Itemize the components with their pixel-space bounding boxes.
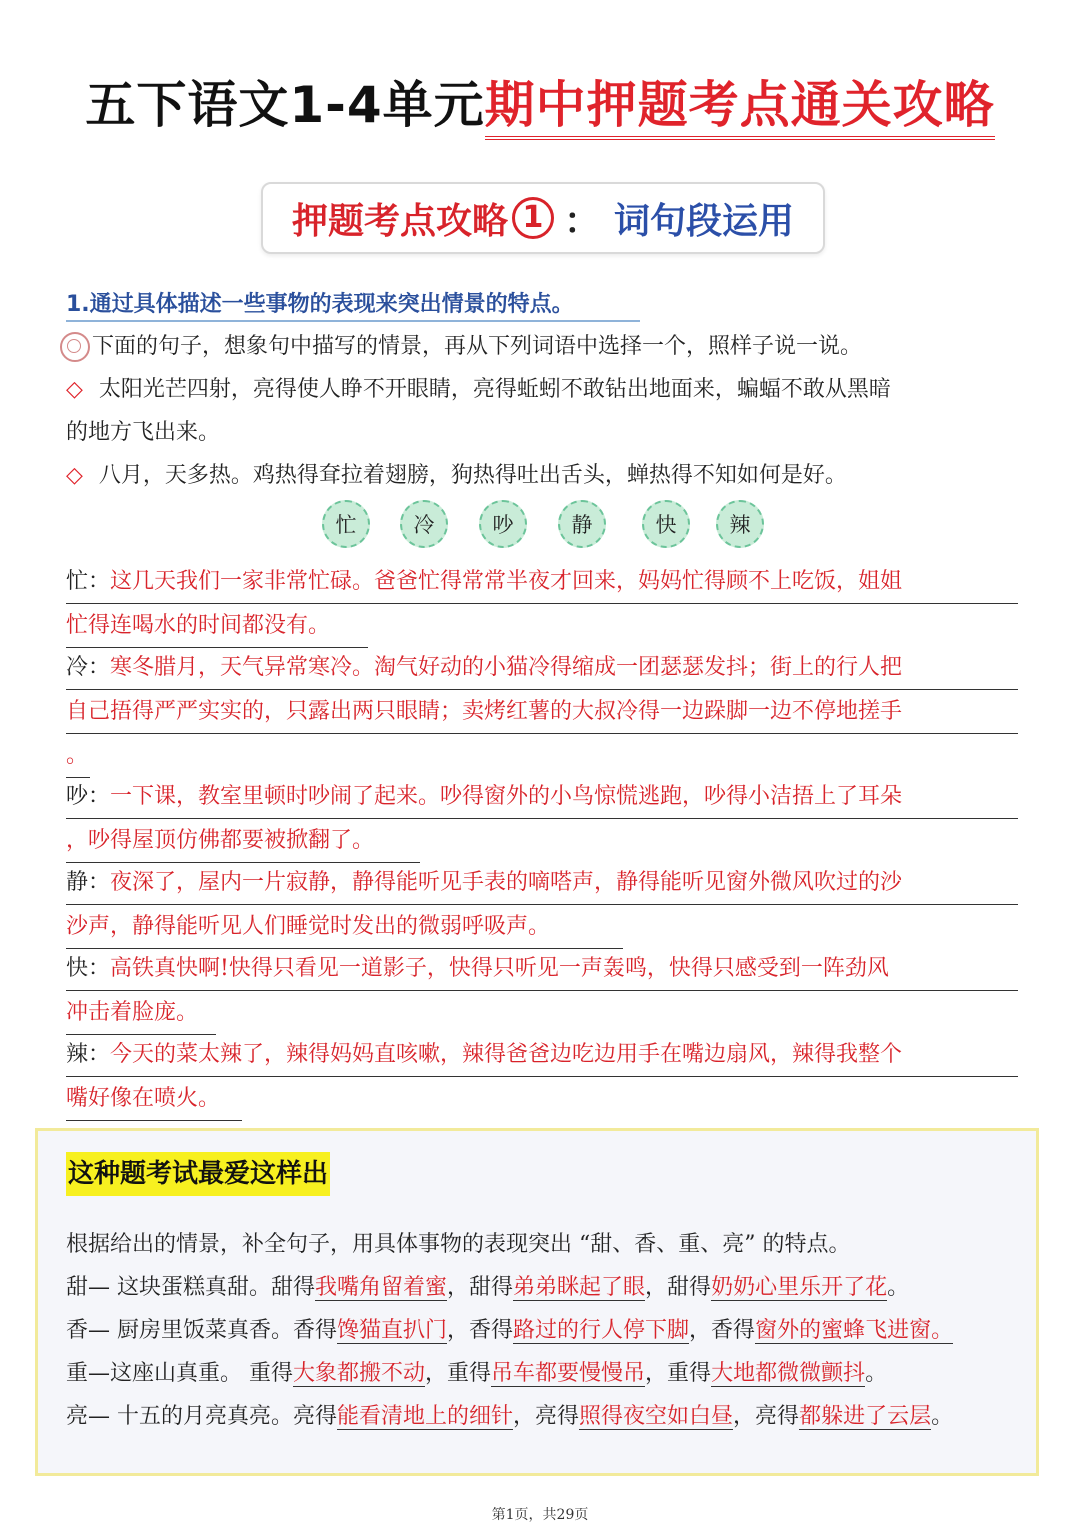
answer-line xyxy=(66,947,1018,991)
answer-line xyxy=(66,775,1018,819)
answer-block-kuai xyxy=(66,947,1018,1035)
answer-text: 。 xyxy=(66,743,89,768)
row-end: 。 xyxy=(887,1275,910,1300)
banner-left: 押题考点攻略 xyxy=(291,200,508,242)
row-mid: ，香得 xyxy=(689,1318,756,1343)
row-lead: 重—这座山真重。 重得 xyxy=(66,1361,293,1386)
section-banner xyxy=(261,182,825,254)
answer-line xyxy=(66,690,1018,734)
example-1-line-1 xyxy=(66,375,891,405)
row-mid: ，重得 xyxy=(645,1361,712,1386)
fill-answer: 照得夜空如白昼 xyxy=(579,1404,734,1429)
answer-block-jing xyxy=(66,861,1018,949)
answer-line xyxy=(66,560,1018,604)
row-mid: ，亮得 xyxy=(513,1404,580,1429)
banner-colon: ： xyxy=(563,200,600,242)
answer-block-leng xyxy=(66,646,1018,778)
answer-text: 自己捂得严严实实的，只露出两只眼睛；卖烤红薯的大叔冷得一边跺脚一边不停地搓手 xyxy=(66,699,903,724)
answer-block-chao xyxy=(66,775,1018,863)
fill-answer: 路过的行人停下脚 xyxy=(513,1318,690,1343)
example-1-text: 太阳光芒四射，亮得使人睁不开眼睛，亮得蚯蚓不敢钻出地面来，蝙蝠不敢从黑暗 xyxy=(98,377,891,402)
row-mid: ，甜得 xyxy=(645,1275,712,1300)
section-heading: 1.通过具体描述一些事物的表现来突出情景的特点。 xyxy=(66,287,640,322)
answer-key: 忙： xyxy=(66,569,111,594)
exam-row-liang xyxy=(66,1402,953,1432)
row-mid: ，亮得 xyxy=(733,1404,800,1429)
exam-box-header: 这种题考试最爱这样出 xyxy=(66,1152,330,1196)
answer-line xyxy=(66,819,420,863)
fill-answer: 大地都微微颤抖 xyxy=(711,1361,866,1386)
example-2-line xyxy=(66,461,847,491)
page-footer: 第1页，共29页 xyxy=(491,1507,589,1523)
example-1-line-2: 的地方飞出来。 xyxy=(66,420,221,445)
answer-text: 一下课，教室里顿时吵闹了起来。吵得窗外的小鸟惊慌逃跑，吵得小洁捂上了耳朵 xyxy=(110,784,903,809)
answer-text: 寒冬腊月，天气异常寒冷。淘气好动的小猫冷得缩成一团瑟瑟发抖；街上的行人把 xyxy=(110,655,903,680)
word-chips xyxy=(0,500,1080,552)
fill-answer: 大象都搬不动 xyxy=(293,1361,426,1386)
word-chip: 冷 xyxy=(400,500,448,548)
page-title xyxy=(0,70,1080,140)
diamond-icon: ◇ xyxy=(66,463,83,488)
instruction-text: 下面的句子，想象句中描写的情景，再从下列词语中选择一个，照样子说一说。 xyxy=(92,334,863,359)
exam-row-zhong xyxy=(66,1359,887,1389)
fill-answer: 窗外的蜜蜂飞进窗。 xyxy=(755,1318,954,1343)
answer-text: 今天的菜太辣了，辣得妈妈直咳嗽，辣得爸爸边吃边用手在嘴边扇风，辣得我整个 xyxy=(110,1042,903,1067)
answer-line xyxy=(66,734,90,778)
answer-block-mang xyxy=(66,560,1018,648)
instruction-line xyxy=(66,332,862,362)
word-chip: 忙 xyxy=(322,500,370,548)
answer-text: 这几天我们一家非常忙碌。爸爸忙得常常半夜才回来，妈妈忙得顾不上吃饭，姐姐 xyxy=(110,569,903,594)
row-end: 。 xyxy=(865,1361,888,1386)
word-chip: 快 xyxy=(642,500,690,548)
answer-block-la xyxy=(66,1033,1018,1121)
fill-answer: 吊车都要慢慢吊 xyxy=(491,1361,646,1386)
row-lead: 甜— 这块蛋糕真甜。甜得 xyxy=(66,1275,315,1300)
answer-line xyxy=(66,646,1018,690)
row-mid: ，香得 xyxy=(447,1318,514,1343)
answer-line xyxy=(66,1033,1018,1077)
answer-key: 吵： xyxy=(66,784,111,809)
banner-right: 词句段运用 xyxy=(614,200,795,242)
answer-text: ，吵得屋顶仿佛都要被掀翻了。 xyxy=(66,828,375,853)
fill-answer: 奶奶心里乐开了花 xyxy=(711,1275,888,1300)
answer-text: 沙声，静得能听见人们睡觉时发出的微弱呼吸声。 xyxy=(66,914,551,939)
answer-key: 快： xyxy=(66,956,111,981)
diamond-icon: ◇ xyxy=(66,377,83,402)
fill-answer: 能看清地上的细针 xyxy=(337,1404,514,1429)
answer-line xyxy=(66,905,623,949)
row-mid: ，重得 xyxy=(425,1361,492,1386)
exam-row-tian xyxy=(66,1273,909,1303)
answer-line xyxy=(66,1077,242,1121)
fill-answer: 都躲进了云层 xyxy=(799,1404,932,1429)
answer-line xyxy=(66,991,216,1035)
row-lead: 亮— 十五的月亮真亮。亮得 xyxy=(66,1404,337,1429)
fill-answer: 我嘴角留着蜜 xyxy=(315,1275,448,1300)
row-lead: 香— 厨房里饭菜真香。香得 xyxy=(66,1318,337,1343)
answer-key: 冷： xyxy=(66,655,111,680)
answer-key: 辣： xyxy=(66,1042,111,1067)
word-chip: 静 xyxy=(558,500,606,548)
answer-line xyxy=(66,861,1018,905)
row-mid: ，甜得 xyxy=(447,1275,514,1300)
fill-answer: 馋猫直扒门 xyxy=(337,1318,448,1343)
row-end: 。 xyxy=(931,1404,954,1429)
banner-number-badge: 1 xyxy=(512,197,554,239)
title-part2: 期中押题考点通关攻略 xyxy=(485,76,995,140)
exam-row-xiang xyxy=(66,1316,953,1346)
answer-line xyxy=(66,604,368,648)
answer-text: 忙得连喝水的时间都没有。 xyxy=(66,613,331,638)
seal-icon xyxy=(60,332,90,362)
word-chip: 吵 xyxy=(479,500,527,548)
answer-key: 静： xyxy=(66,870,111,895)
example-2-text: 八月，天多热。鸡热得耷拉着翅膀，狗热得吐出舌头，蝉热得不知如何是好。 xyxy=(98,463,847,488)
title-part1: 五下语文1-4单元 xyxy=(85,76,485,134)
word-chip: 辣 xyxy=(716,500,764,548)
answer-text: 冲击着脸庞。 xyxy=(66,1000,199,1025)
exam-prompt: 根据给出的情景，补全句子，用具体事物的表现突出 “甜、香、重、亮” 的特点。 xyxy=(66,1232,851,1257)
fill-answer: 弟弟眯起了眼 xyxy=(513,1275,646,1300)
answer-text: 高铁真快啊!快得只看见一道影子，快得只听见一声轰鸣，快得只感受到一阵劲风 xyxy=(110,956,889,981)
answer-text: 嘴好像在喷火。 xyxy=(66,1086,221,1111)
answer-text: 夜深了，屋内一片寂静，静得能听见手表的嘀嗒声，静得能听见窗外微风吹过的沙 xyxy=(110,870,903,895)
